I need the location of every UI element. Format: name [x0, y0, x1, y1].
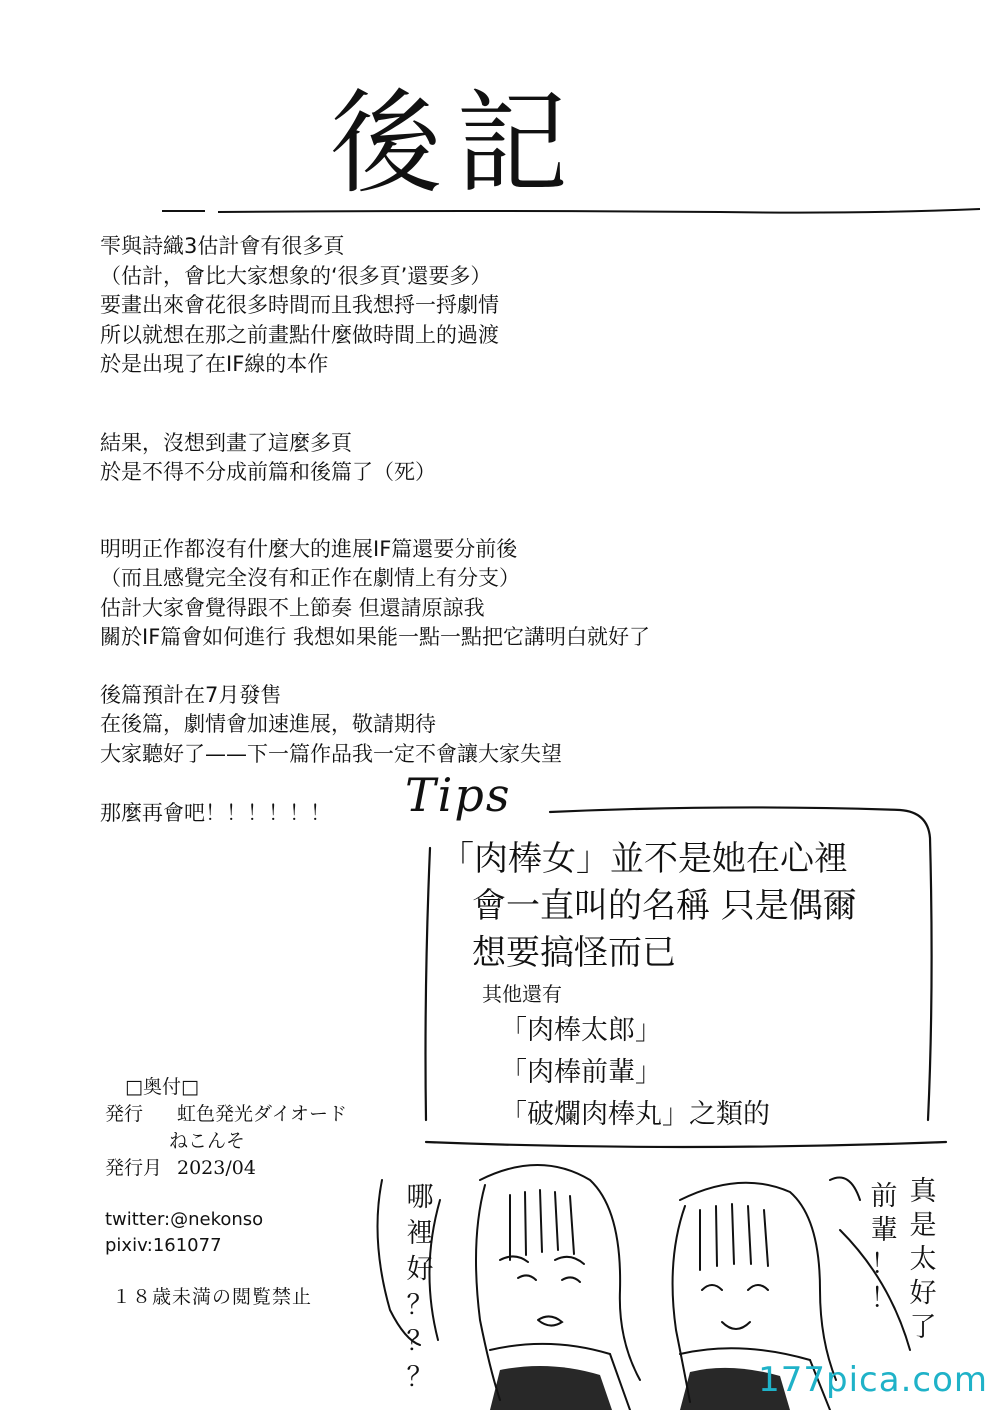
publisher-label: 発行 [105, 1103, 144, 1125]
speech-char: 裡 [406, 1218, 434, 1249]
list-item: 「肉棒太郎」 [500, 1015, 662, 1046]
text-line: （估計，會比大家想象的‘很多頁’還要多） [100, 263, 492, 288]
speech-char: 好 [909, 1278, 937, 1309]
speech-char: ？ [406, 1362, 434, 1393]
text-line: 後篇預計在7月發售 [100, 682, 282, 707]
speech-bubble-right-line1 [905, 1175, 941, 1345]
text-line: 結果，沒想到畫了這麼多頁 [100, 430, 352, 455]
publisher-name: 虹色発光ダイオード [177, 1103, 348, 1125]
tips-main-text [440, 836, 910, 977]
social-links [105, 1207, 263, 1259]
colophon [105, 1074, 347, 1182]
speech-bubble-left [400, 1180, 440, 1396]
speech-char: ？ [406, 1326, 434, 1357]
speech-char: 太 [909, 1244, 937, 1275]
speech-char: 哪 [406, 1182, 434, 1213]
speech-char: 好 [406, 1254, 434, 1285]
tips-list [500, 1010, 770, 1136]
page-title: 後記 [330, 79, 582, 209]
text-line: 大家聽好了——下一篇作品我一定不會讓大家失望 [100, 741, 562, 766]
speech-char: 真 [909, 1176, 937, 1207]
speech-char: 了 [909, 1312, 937, 1343]
pixiv-id: pixiv:161077 [105, 1235, 222, 1256]
colophon-heading: □奥付□ [125, 1076, 199, 1098]
text-line: 估計大家會覺得跟不上節奏 但還請原諒我 [100, 595, 485, 620]
text-line: 那麼再會吧！！！！！！ [100, 801, 331, 825]
text-line: 關於IF篇會如何進行 我想如果能一點一點把它講明白就好了 [100, 625, 650, 649]
speech-char: 前 [870, 1181, 898, 1212]
tips-label: Tips [405, 768, 512, 822]
text-line: 想要搞怪而已 [472, 933, 676, 973]
age-notice: １８歳未満の閲覧禁止 [112, 1286, 313, 1308]
speech-char: 是 [909, 1210, 937, 1241]
list-item: 「肉棒前輩」 [500, 1057, 662, 1088]
text-line: 所以就想在那之前畫點什麼做時間上的過渡 [100, 322, 499, 347]
speech-char: ！ [870, 1249, 898, 1280]
speech-char: ！ [870, 1283, 898, 1314]
afterword-paragraph-3 [100, 535, 740, 653]
colophon-date-row [105, 1155, 347, 1182]
publish-date: 2023/04 [177, 1157, 256, 1179]
tips-sub-label: 其他還有 [482, 982, 562, 1006]
text-line: 要畫出來會花很多時間而且我想捋一捋劇情 [100, 293, 499, 317]
colophon-publisher-row [105, 1101, 347, 1128]
text-line: 會一直叫的名稱 只是偶爾 [472, 886, 857, 926]
afterword-paragraph-1 [100, 232, 740, 380]
text-line: 於是出現了在IF線的本作 [100, 352, 329, 376]
text-line: 在後篇，劇情會加速進展，敬請期待 [100, 712, 436, 736]
afterword-paragraph-4 [100, 681, 740, 770]
speech-char: 輩 [870, 1215, 898, 1246]
text-line: （而且感覺完全沒有和正作在劇情上有分支） [100, 566, 520, 590]
list-item: 「破爛肉棒丸」之類的 [500, 1099, 770, 1130]
speech-bubble-right-line2 [866, 1180, 902, 1316]
text-line: 於是不得不分成前篇和後篇了（死） [100, 460, 436, 484]
afterword-text [100, 232, 740, 829]
speech-char: ？ [406, 1290, 434, 1321]
text-line: 「肉棒女」並不是她在心裡 [440, 839, 848, 879]
afterword-paragraph-2 [100, 429, 740, 488]
author-name: ねこんそ [169, 1130, 246, 1152]
watermark: 177pica.com [758, 1360, 988, 1400]
title-underline [160, 205, 1000, 225]
text-line: 明明正作都沒有什麼大的進展IF篇還要分前後 [100, 536, 518, 561]
text-line: 雫與詩織3估計會有很多頁 [100, 234, 345, 258]
twitter-handle: twitter:@nekonso [105, 1209, 264, 1230]
date-label: 発行月 [105, 1157, 163, 1179]
